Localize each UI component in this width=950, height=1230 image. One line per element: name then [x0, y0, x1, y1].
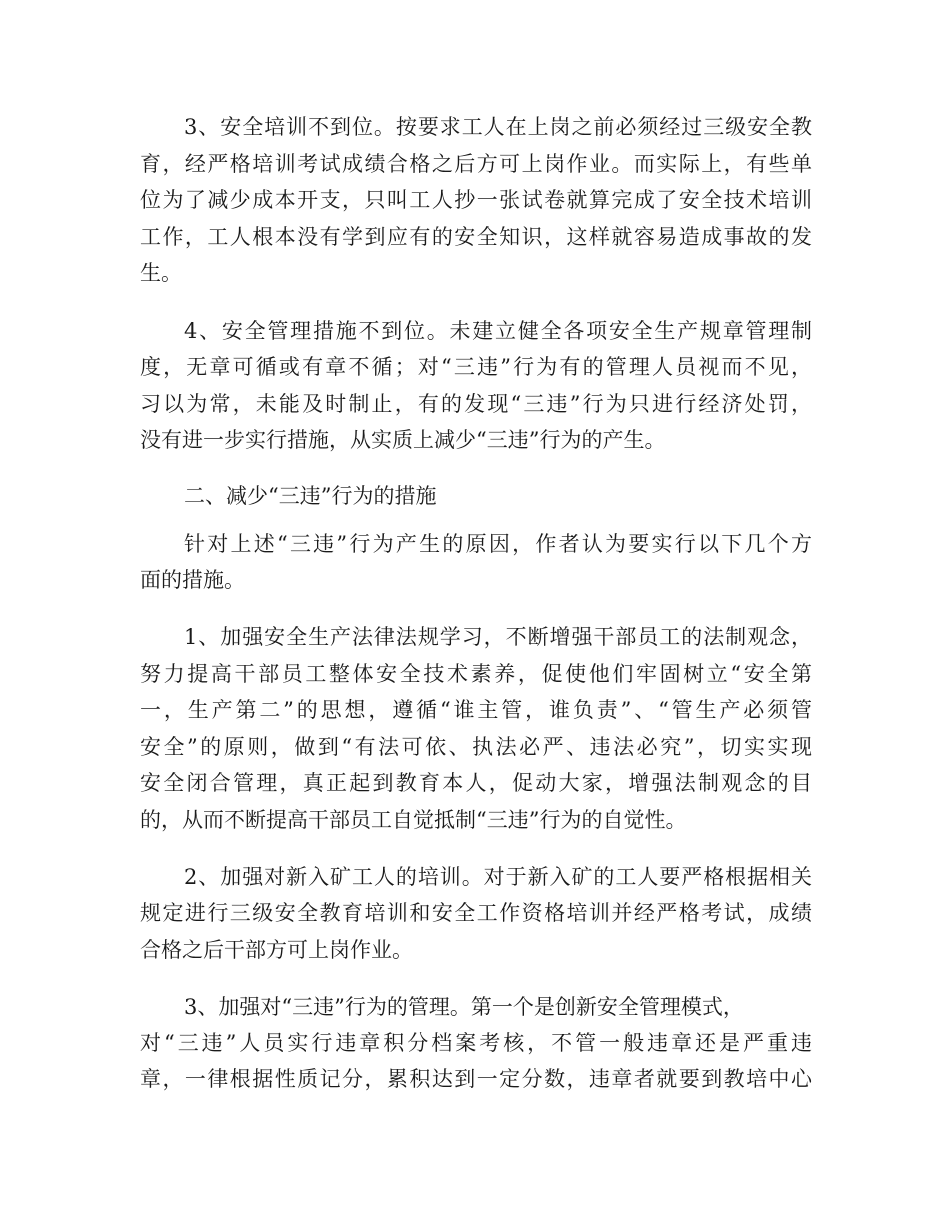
section-heading: 二、减少“三违”行为的措施	[184, 484, 437, 508]
paragraph-line: 的，从而不断提高干部员工自觉抵制“三违”行为的自觉性。	[140, 808, 687, 832]
paragraph-line: 位为了减少成本开支，只叫工人抄一张试卷就算完成了安全技术培训	[140, 188, 812, 212]
paragraph-line: 章，一律根据性质记分，累积达到一定分数，违章者就要到教培中心	[140, 1067, 812, 1091]
paragraph-line: 努力提高干部员工整体安全技术素养，促使他们牢固树立“安全第	[140, 662, 812, 686]
paragraph-line: 工作，工人根本没有学到应有的安全知识，这样就容易造成事故的发	[140, 225, 812, 249]
paragraph-line: 习以为常，未能及时制止，有的发现“三违”行为只进行经济处罚，	[140, 392, 812, 416]
paragraph-line: 安全闭合管理，真正起到教育本人，促动大家，增强法制观念的目	[140, 771, 812, 795]
paragraph-line: 规定进行三级安全教育培训和安全工作资格培训并经严格考试，成绩	[140, 901, 812, 925]
paragraph-line: 育，经严格培训考试成绩合格之后方可上岗作业。而实际上，有些单	[140, 152, 812, 176]
paragraph-line: 度，无章可循或有章不循；对“三违”行为有的管理人员视而不见，	[140, 355, 812, 379]
paragraph-line: 对“三违”人员实行违章积分档案考核，不管一般违章还是严重违	[140, 1031, 812, 1055]
paragraph-line: 1、加强安全生产法律法规学习，不断增强干部员工的法制观念，	[184, 625, 812, 649]
paragraph-line: 面的措施。	[140, 568, 245, 592]
paragraph-line: 没有进一步实行措施，从实质上减少“三违”行为的产生。	[140, 428, 666, 452]
paragraph-line: 生。	[140, 261, 182, 285]
paragraph-line: 4、安全管理措施不到位。未建立健全各项安全生产规章管理制	[184, 319, 812, 343]
paragraph-line: 3、安全培训不到位。按要求工人在上岗之前必须经过三级安全教	[184, 115, 812, 139]
paragraph-line: 3、加强对“三违”行为的管理。第一个是创新安全管理模式，	[184, 995, 744, 1019]
paragraph-line: 合格之后干部方可上岗作业。	[140, 938, 413, 962]
paragraph-line: 针对上述“三违”行为产生的原因，作者认为要实行以下几个方	[184, 532, 812, 556]
paragraph-line: 2、加强对新入矿工人的培训。对于新入矿的工人要严格根据相关	[184, 865, 812, 889]
paragraph-line: 一，生产第二”的思想，遵循“谁主管，谁负责”、“管生产必须管	[140, 698, 812, 722]
paragraph-line: 安全”的原则，做到“有法可依、执法必严、违法必究”，切实实现	[140, 735, 812, 759]
